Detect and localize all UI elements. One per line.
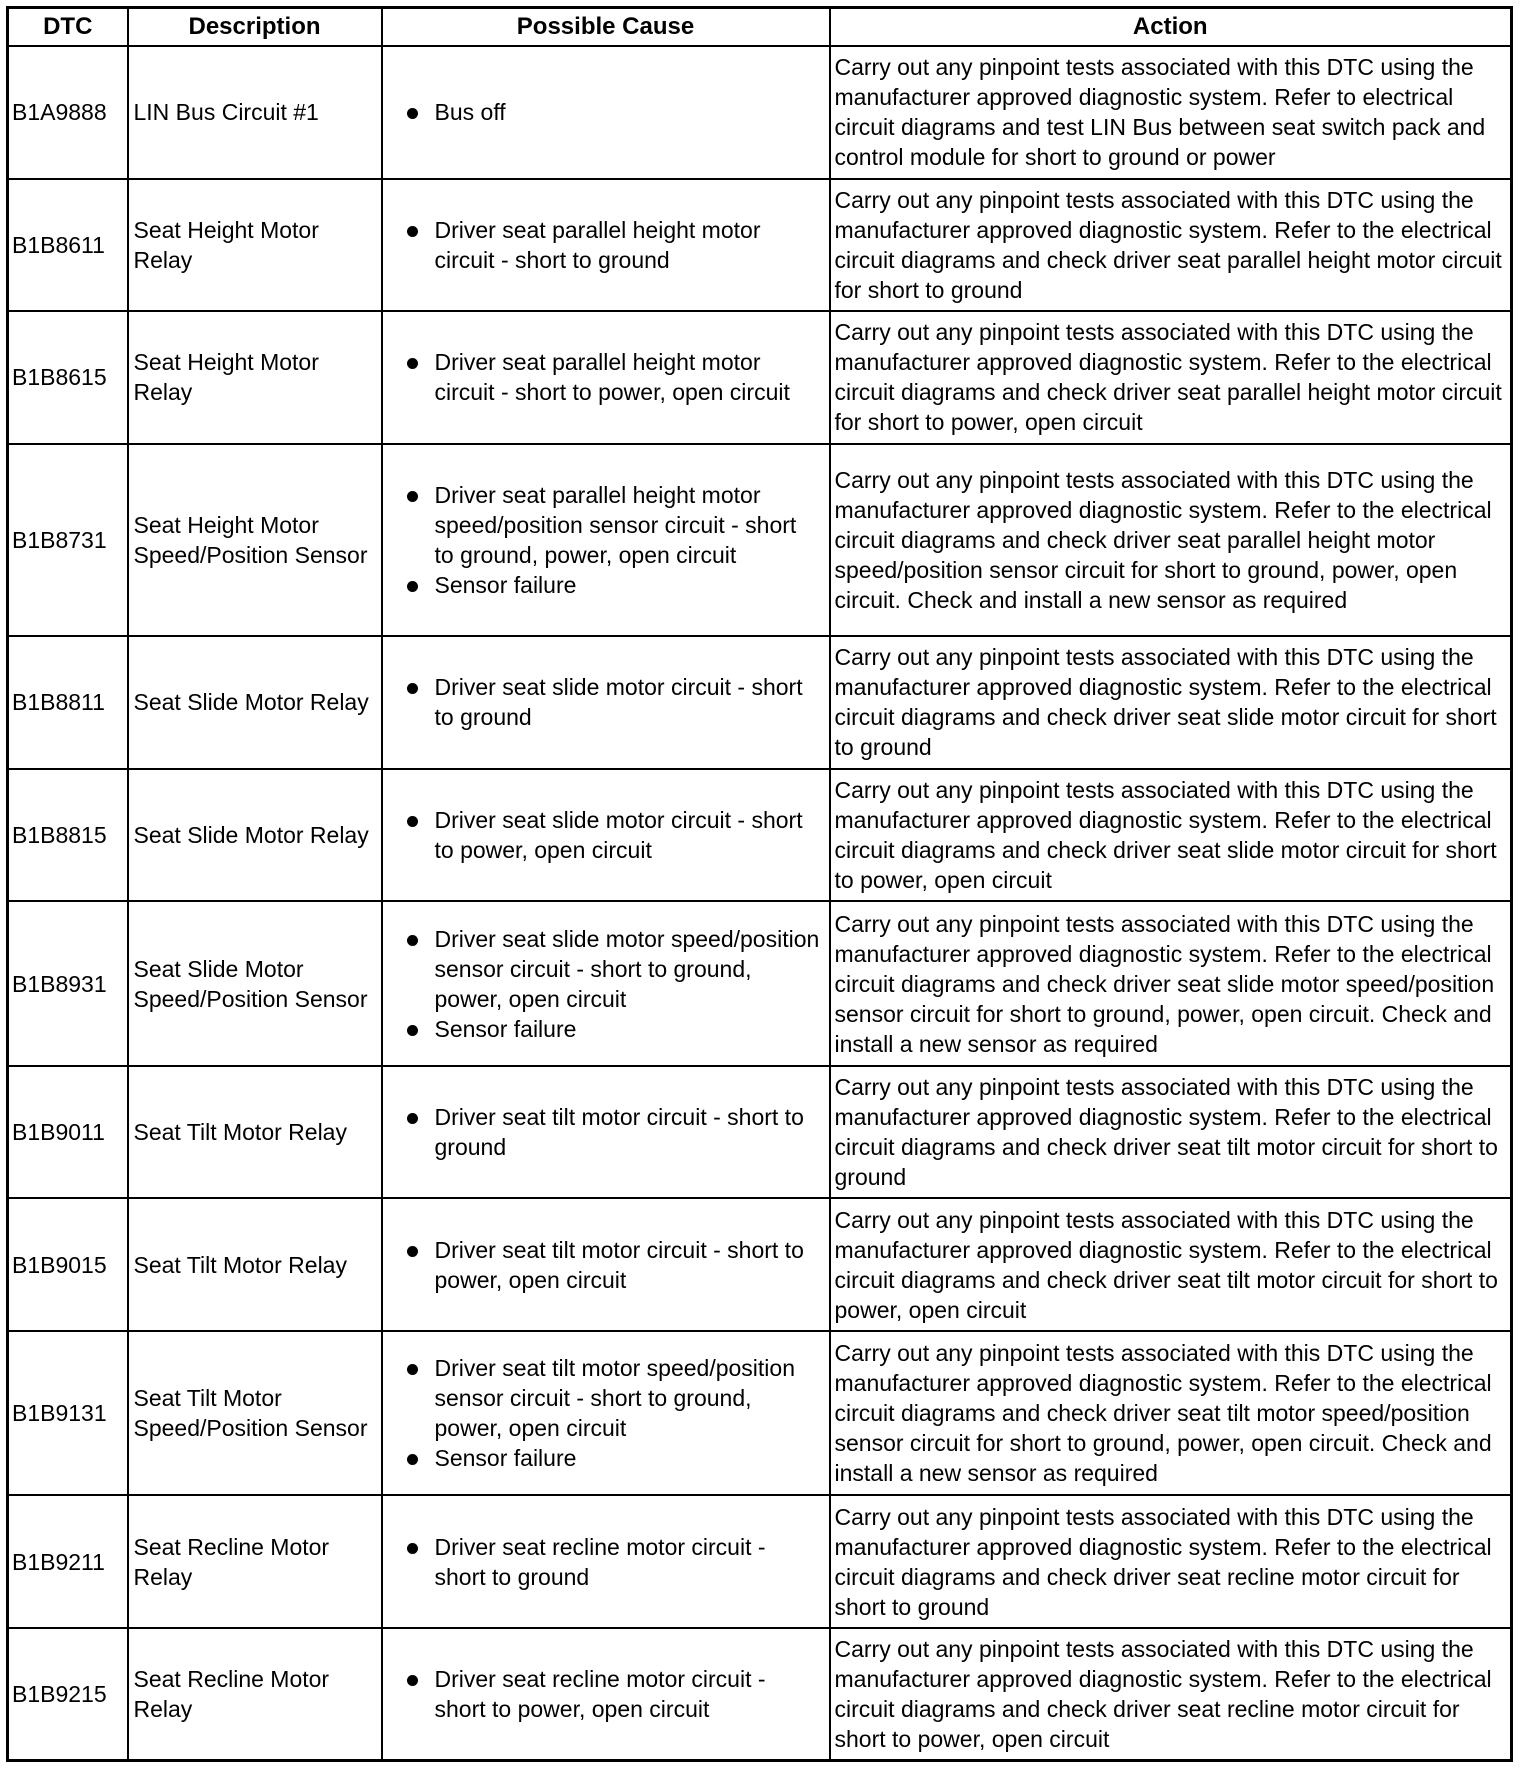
- cause-item: Driver seat parallel height motor circuit - short to ground: [403, 215, 821, 275]
- dtc-description: Seat Slide Motor Speed/Position Sensor: [128, 901, 382, 1066]
- table-row: [8, 311, 1512, 444]
- table-row: [8, 46, 1512, 179]
- dtc-code: B1B8811: [8, 636, 128, 769]
- possible-cause: [382, 1495, 830, 1628]
- cause-item: Driver seat slide motor circuit - short to ground: [403, 672, 821, 732]
- header-description: Description: [128, 8, 382, 47]
- cause-item: Driver seat parallel height motor speed/position sensor circuit - short to ground, power, open circuit: [403, 480, 821, 570]
- dtc-code: B1B9211: [8, 1495, 128, 1628]
- cause-item: Driver seat slide motor circuit - short to power, open circuit: [403, 805, 821, 865]
- cause-item: Driver seat recline motor circuit - short to power, open circuit: [403, 1664, 821, 1724]
- possible-cause: [382, 444, 830, 637]
- table-row: [8, 636, 1512, 769]
- dtc-code: B1A9888: [8, 46, 128, 179]
- action-text: Carry out any pinpoint tests associated with this DTC using the manufacturer approved diagnostic system. Refer to the electrical circuit diagrams and check driver seat tilt motor circuit for short to power, open circuit: [830, 1198, 1512, 1331]
- action-text: Carry out any pinpoint tests associated with this DTC using the manufacturer approved diagnostic system. Refer to the electrical circuit diagrams and check driver seat slide motor circuit for short to power, open circuit: [830, 769, 1512, 902]
- possible-cause: [382, 769, 830, 902]
- action-text: Carry out any pinpoint tests associated with this DTC using the manufacturer approved diagnostic system. Refer to electrical circuit diagrams and test LIN Bus between seat switch pack and control module for short to ground or power: [830, 46, 1512, 179]
- possible-cause: [382, 901, 830, 1066]
- possible-cause: [382, 1198, 830, 1331]
- dtc-description: Seat Tilt Motor Relay: [128, 1066, 382, 1199]
- header-action: Action: [830, 8, 1512, 47]
- action-text: Carry out any pinpoint tests associated with this DTC using the manufacturer approved diagnostic system. Refer to the electrical circuit diagrams and check driver seat parallel height motor circuit for short to power, open circuit: [830, 311, 1512, 444]
- cause-item: Driver seat parallel height motor circuit - short to power, open circuit: [403, 347, 821, 407]
- possible-cause: [382, 1066, 830, 1199]
- table-row: [8, 1198, 1512, 1331]
- table-row: [8, 444, 1512, 637]
- table-row: [8, 1628, 1512, 1761]
- dtc-code: B1B8611: [8, 179, 128, 312]
- dtc-code: B1B9131: [8, 1331, 128, 1496]
- dtc-description: Seat Height Motor Relay: [128, 179, 382, 312]
- possible-cause: [382, 179, 830, 312]
- possible-cause: [382, 1331, 830, 1496]
- dtc-description: Seat Tilt Motor Speed/Position Sensor: [128, 1331, 382, 1496]
- dtc-code: B1B8931: [8, 901, 128, 1066]
- possible-cause: [382, 636, 830, 769]
- dtc-code: B1B8815: [8, 769, 128, 902]
- dtc-description: Seat Slide Motor Relay: [128, 769, 382, 902]
- dtc-table: [6, 6, 1513, 1762]
- action-text: Carry out any pinpoint tests associated with this DTC using the manufacturer approved diagnostic system. Refer to the electrical circuit diagrams and check driver seat parallel height motor circuit for short to ground: [830, 179, 1512, 312]
- action-text: Carry out any pinpoint tests associated with this DTC using the manufacturer approved diagnostic system. Refer to the electrical circuit diagrams and check driver seat parallel height motor speed/position sensor circuit for short to ground, power, open circuit. Check and install a new sensor as required: [830, 444, 1512, 637]
- cause-item: Driver seat slide motor speed/position sensor circuit - short to ground, power, open circuit: [403, 924, 821, 1014]
- header-possible-cause: Possible Cause: [382, 8, 830, 47]
- table-row: [8, 1495, 1512, 1628]
- table-row: [8, 901, 1512, 1066]
- dtc-code: B1B9215: [8, 1628, 128, 1761]
- dtc-code: B1B9015: [8, 1198, 128, 1331]
- table-row: [8, 1331, 1512, 1496]
- action-text: Carry out any pinpoint tests associated with this DTC using the manufacturer approved diagnostic system. Refer to the electrical circuit diagrams and check driver seat slide motor speed/position sensor circuit for short to ground, power, open circuit. Check and install a new sensor as required: [830, 901, 1512, 1066]
- cause-item: Driver seat recline motor circuit - short to ground: [403, 1532, 821, 1592]
- dtc-description: LIN Bus Circuit #1: [128, 46, 382, 179]
- action-text: Carry out any pinpoint tests associated with this DTC using the manufacturer approved diagnostic system. Refer to the electrical circuit diagrams and check driver seat recline motor circuit for short to power, open circuit: [830, 1628, 1512, 1761]
- dtc-code: B1B9011: [8, 1066, 128, 1199]
- action-text: Carry out any pinpoint tests associated with this DTC using the manufacturer approved diagnostic system. Refer to the electrical circuit diagrams and check driver seat recline motor circuit for short to ground: [830, 1495, 1512, 1628]
- cause-item: Sensor failure: [403, 1443, 821, 1473]
- possible-cause: [382, 1628, 830, 1761]
- table-row: [8, 179, 1512, 312]
- possible-cause: [382, 46, 830, 179]
- cause-item: Driver seat tilt motor circuit - short to ground: [403, 1102, 821, 1162]
- header-row: [8, 8, 1512, 47]
- dtc-code: B1B8615: [8, 311, 128, 444]
- possible-cause: [382, 311, 830, 444]
- dtc-description: Seat Tilt Motor Relay: [128, 1198, 382, 1331]
- action-text: Carry out any pinpoint tests associated with this DTC using the manufacturer approved diagnostic system. Refer to the electrical circuit diagrams and check driver seat slide motor circuit for short to ground: [830, 636, 1512, 769]
- dtc-description: Seat Height Motor Speed/Position Sensor: [128, 444, 382, 637]
- header-dtc: DTC: [8, 8, 128, 47]
- cause-item: Sensor failure: [403, 1014, 821, 1044]
- dtc-description: Seat Recline Motor Relay: [128, 1495, 382, 1628]
- dtc-description: Seat Recline Motor Relay: [128, 1628, 382, 1761]
- dtc-code: B1B8731: [8, 444, 128, 637]
- action-text: Carry out any pinpoint tests associated with this DTC using the manufacturer approved diagnostic system. Refer to the electrical circuit diagrams and check driver seat tilt motor circuit for short to ground: [830, 1066, 1512, 1199]
- cause-item: Driver seat tilt motor circuit - short to power, open circuit: [403, 1235, 821, 1295]
- table-row: [8, 1066, 1512, 1199]
- dtc-description: Seat Slide Motor Relay: [128, 636, 382, 769]
- action-text: Carry out any pinpoint tests associated with this DTC using the manufacturer approved diagnostic system. Refer to the electrical circuit diagrams and check driver seat tilt motor speed/position sensor circuit for short to ground, power, open circuit. Check and install a new sensor as required: [830, 1331, 1512, 1496]
- table-row: [8, 769, 1512, 902]
- cause-item: Bus off: [403, 97, 821, 127]
- cause-item: Driver seat tilt motor speed/position sensor circuit - short to ground, power, open circuit: [403, 1353, 821, 1443]
- cause-item: Sensor failure: [403, 570, 821, 600]
- dtc-description: Seat Height Motor Relay: [128, 311, 382, 444]
